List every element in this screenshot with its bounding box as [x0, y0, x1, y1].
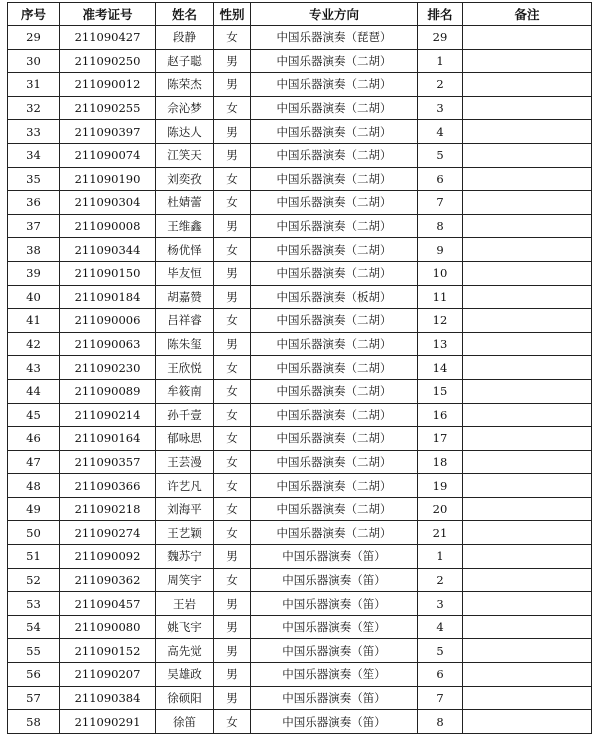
cell-gender: 女 [214, 238, 251, 262]
cell-remarks [463, 663, 592, 687]
cell-rank: 8 [418, 710, 463, 734]
cell-major: 中国乐器演奏（二胡） [251, 167, 418, 191]
cell-name: 赵子聪 [156, 49, 214, 73]
cell-remarks [463, 379, 592, 403]
cell-seq: 53 [8, 592, 60, 616]
cell-remarks [463, 73, 592, 97]
table-row [8, 615, 592, 639]
cell-major: 中国乐器演奏（笙） [251, 663, 418, 687]
header-remarks: 备注 [463, 3, 592, 26]
table-row [8, 356, 592, 380]
cell-seq: 33 [8, 120, 60, 144]
cell-rank: 12 [418, 309, 463, 333]
cell-gender: 男 [214, 214, 251, 238]
header-gender: 性别 [214, 3, 251, 26]
cell-gender: 女 [214, 497, 251, 521]
table-row [8, 710, 592, 734]
cell-seq: 46 [8, 427, 60, 451]
cell-rank: 5 [418, 639, 463, 663]
cell-remarks [463, 497, 592, 521]
cell-major: 中国乐器演奏（笛） [251, 545, 418, 569]
table-row [8, 427, 592, 451]
cell-exam-id: 211090190 [60, 167, 156, 191]
table-row [8, 639, 592, 663]
cell-major: 中国乐器演奏（二胡） [251, 356, 418, 380]
cell-gender: 男 [214, 592, 251, 616]
cell-gender: 女 [214, 96, 251, 120]
table-row [8, 26, 592, 50]
cell-gender: 女 [214, 450, 251, 474]
cell-exam-id: 211090304 [60, 191, 156, 215]
cell-major: 中国乐器演奏（二胡） [251, 474, 418, 498]
cell-seq: 55 [8, 639, 60, 663]
cell-gender: 女 [214, 379, 251, 403]
cell-seq: 54 [8, 615, 60, 639]
cell-name: 王岩 [156, 592, 214, 616]
cell-exam-id: 211090214 [60, 403, 156, 427]
cell-rank: 18 [418, 450, 463, 474]
table-row [8, 49, 592, 73]
cell-major: 中国乐器演奏（二胡） [251, 214, 418, 238]
cell-rank: 15 [418, 379, 463, 403]
cell-remarks [463, 710, 592, 734]
cell-seq: 58 [8, 710, 60, 734]
cell-major: 中国乐器演奏（笛） [251, 568, 418, 592]
cell-exam-id: 211090291 [60, 710, 156, 734]
cell-seq: 39 [8, 261, 60, 285]
cell-rank: 2 [418, 568, 463, 592]
cell-seq: 41 [8, 309, 60, 333]
cell-rank: 13 [418, 332, 463, 356]
cell-name: 徐硕阳 [156, 686, 214, 710]
cell-seq: 40 [8, 285, 60, 309]
cell-rank: 4 [418, 120, 463, 144]
cell-gender: 女 [214, 26, 251, 50]
cell-exam-id: 211090063 [60, 332, 156, 356]
cell-exam-id: 211090150 [60, 261, 156, 285]
cell-name: 吕祥睿 [156, 309, 214, 333]
cell-major: 中国乐器演奏（二胡） [251, 450, 418, 474]
cell-remarks [463, 568, 592, 592]
table-row [8, 450, 592, 474]
cell-major: 中国乐器演奏（二胡） [251, 120, 418, 144]
cell-name: 许艺凡 [156, 474, 214, 498]
cell-name: 王艺颖 [156, 521, 214, 545]
header-exam-id: 准考证号 [60, 3, 156, 26]
cell-exam-id: 211090384 [60, 686, 156, 710]
table-row [8, 143, 592, 167]
cell-rank: 7 [418, 191, 463, 215]
cell-gender: 女 [214, 474, 251, 498]
cell-major: 中国乐器演奏（笛） [251, 592, 418, 616]
table-row [8, 663, 592, 687]
cell-exam-id: 211090427 [60, 26, 156, 50]
cell-seq: 34 [8, 143, 60, 167]
cell-remarks [463, 686, 592, 710]
cell-exam-id: 211090255 [60, 96, 156, 120]
table-row [8, 568, 592, 592]
table-row [8, 214, 592, 238]
table-row [8, 545, 592, 569]
cell-exam-id: 211090218 [60, 497, 156, 521]
header-major: 专业方向 [251, 3, 418, 26]
cell-exam-id: 211090008 [60, 214, 156, 238]
cell-seq: 32 [8, 96, 60, 120]
cell-rank: 7 [418, 686, 463, 710]
cell-major: 中国乐器演奏（二胡） [251, 379, 418, 403]
cell-seq: 52 [8, 568, 60, 592]
header-name: 姓名 [156, 3, 214, 26]
cell-major: 中国乐器演奏（琵琶） [251, 26, 418, 50]
cell-exam-id: 211090250 [60, 49, 156, 73]
cell-name: 牟筱南 [156, 379, 214, 403]
cell-remarks [463, 238, 592, 262]
table-row [8, 592, 592, 616]
cell-major: 中国乐器演奏（二胡） [251, 403, 418, 427]
cell-exam-id: 211090006 [60, 309, 156, 333]
table-row [8, 309, 592, 333]
cell-major: 中国乐器演奏（笛） [251, 686, 418, 710]
cell-major: 中国乐器演奏（二胡） [251, 427, 418, 451]
cell-gender: 男 [214, 615, 251, 639]
cell-major: 中国乐器演奏（二胡） [251, 73, 418, 97]
cell-gender: 男 [214, 285, 251, 309]
cell-exam-id: 211090362 [60, 568, 156, 592]
cell-rank: 9 [418, 238, 463, 262]
cell-rank: 6 [418, 167, 463, 191]
ranking-table [7, 2, 592, 734]
cell-remarks [463, 214, 592, 238]
cell-name: 王维鑫 [156, 214, 214, 238]
cell-remarks [463, 545, 592, 569]
cell-seq: 48 [8, 474, 60, 498]
table-row [8, 379, 592, 403]
cell-gender: 女 [214, 521, 251, 545]
cell-seq: 50 [8, 521, 60, 545]
cell-rank: 10 [418, 261, 463, 285]
table-row [8, 261, 592, 285]
cell-major: 中国乐器演奏（二胡） [251, 521, 418, 545]
cell-exam-id: 211090184 [60, 285, 156, 309]
cell-rank: 1 [418, 49, 463, 73]
cell-name: 陈朱玺 [156, 332, 214, 356]
cell-exam-id: 211090089 [60, 379, 156, 403]
cell-rank: 2 [418, 73, 463, 97]
cell-exam-id: 211090274 [60, 521, 156, 545]
cell-gender: 女 [214, 710, 251, 734]
cell-seq: 44 [8, 379, 60, 403]
cell-name: 姚飞宇 [156, 615, 214, 639]
cell-exam-id: 211090344 [60, 238, 156, 262]
cell-rank: 4 [418, 615, 463, 639]
cell-rank: 29 [418, 26, 463, 50]
cell-major: 中国乐器演奏（二胡） [251, 96, 418, 120]
table-row [8, 285, 592, 309]
table-row [8, 238, 592, 262]
cell-seq: 42 [8, 332, 60, 356]
cell-name: 高先觉 [156, 639, 214, 663]
cell-name: 杜婧蕾 [156, 191, 214, 215]
cell-seq: 43 [8, 356, 60, 380]
cell-name: 毕友恒 [156, 261, 214, 285]
cell-remarks [463, 521, 592, 545]
cell-name: 周笑宇 [156, 568, 214, 592]
cell-name: 胡嘉赞 [156, 285, 214, 309]
cell-seq: 30 [8, 49, 60, 73]
cell-remarks [463, 615, 592, 639]
table-row [8, 73, 592, 97]
cell-gender: 男 [214, 639, 251, 663]
table-row [8, 191, 592, 215]
cell-seq: 38 [8, 238, 60, 262]
cell-exam-id: 211090457 [60, 592, 156, 616]
cell-gender: 男 [214, 261, 251, 285]
cell-remarks [463, 167, 592, 191]
cell-exam-id: 211090207 [60, 663, 156, 687]
cell-gender: 女 [214, 403, 251, 427]
cell-exam-id: 211090397 [60, 120, 156, 144]
cell-name: 佘沁梦 [156, 96, 214, 120]
cell-name: 江笑天 [156, 143, 214, 167]
cell-rank: 11 [418, 285, 463, 309]
cell-remarks [463, 285, 592, 309]
cell-exam-id: 211090230 [60, 356, 156, 380]
cell-remarks [463, 261, 592, 285]
cell-name: 郁咏思 [156, 427, 214, 451]
cell-name: 陈达人 [156, 120, 214, 144]
cell-gender: 男 [214, 49, 251, 73]
table-row [8, 332, 592, 356]
cell-gender: 男 [214, 545, 251, 569]
cell-gender: 男 [214, 663, 251, 687]
cell-major: 中国乐器演奏（笛） [251, 710, 418, 734]
cell-major: 中国乐器演奏（二胡） [251, 49, 418, 73]
cell-remarks [463, 309, 592, 333]
cell-rank: 20 [418, 497, 463, 521]
table-row [8, 403, 592, 427]
cell-name: 王芸漫 [156, 450, 214, 474]
cell-seq: 56 [8, 663, 60, 687]
cell-remarks [463, 143, 592, 167]
cell-seq: 29 [8, 26, 60, 50]
cell-name: 段静 [156, 26, 214, 50]
cell-gender: 女 [214, 309, 251, 333]
cell-major: 中国乐器演奏（二胡） [251, 238, 418, 262]
table-body [8, 26, 592, 734]
table-row [8, 474, 592, 498]
cell-gender: 女 [214, 191, 251, 215]
cell-remarks [463, 49, 592, 73]
cell-major: 中国乐器演奏（二胡） [251, 143, 418, 167]
cell-rank: 1 [418, 545, 463, 569]
cell-rank: 14 [418, 356, 463, 380]
cell-gender: 男 [214, 73, 251, 97]
cell-major: 中国乐器演奏（板胡） [251, 285, 418, 309]
table-row [8, 167, 592, 191]
cell-seq: 45 [8, 403, 60, 427]
cell-seq: 35 [8, 167, 60, 191]
cell-remarks [463, 474, 592, 498]
cell-major: 中国乐器演奏（二胡） [251, 497, 418, 521]
cell-name: 刘奕孜 [156, 167, 214, 191]
cell-exam-id: 211090357 [60, 450, 156, 474]
cell-remarks [463, 427, 592, 451]
cell-name: 孙千壹 [156, 403, 214, 427]
cell-seq: 51 [8, 545, 60, 569]
cell-remarks [463, 26, 592, 50]
cell-major: 中国乐器演奏（二胡） [251, 261, 418, 285]
cell-remarks [463, 120, 592, 144]
cell-gender: 男 [214, 686, 251, 710]
cell-remarks [463, 191, 592, 215]
cell-major: 中国乐器演奏（二胡） [251, 191, 418, 215]
cell-gender: 女 [214, 568, 251, 592]
cell-remarks [463, 639, 592, 663]
cell-exam-id: 211090164 [60, 427, 156, 451]
table-row [8, 686, 592, 710]
cell-gender: 女 [214, 427, 251, 451]
cell-gender: 男 [214, 120, 251, 144]
cell-seq: 36 [8, 191, 60, 215]
cell-seq: 37 [8, 214, 60, 238]
cell-exam-id: 211090152 [60, 639, 156, 663]
cell-seq: 57 [8, 686, 60, 710]
cell-rank: 21 [418, 521, 463, 545]
cell-remarks [463, 450, 592, 474]
cell-gender: 男 [214, 143, 251, 167]
cell-remarks [463, 96, 592, 120]
cell-remarks [463, 332, 592, 356]
cell-seq: 31 [8, 73, 60, 97]
cell-rank: 6 [418, 663, 463, 687]
cell-name: 陈荣杰 [156, 73, 214, 97]
cell-rank: 8 [418, 214, 463, 238]
cell-exam-id: 211090012 [60, 73, 156, 97]
table-row [8, 521, 592, 545]
header-seq: 序号 [8, 3, 60, 26]
cell-rank: 5 [418, 143, 463, 167]
cell-seq: 47 [8, 450, 60, 474]
cell-exam-id: 211090092 [60, 545, 156, 569]
cell-remarks [463, 356, 592, 380]
cell-gender: 女 [214, 356, 251, 380]
cell-name: 吴雄政 [156, 663, 214, 687]
cell-rank: 19 [418, 474, 463, 498]
cell-rank: 17 [418, 427, 463, 451]
cell-name: 魏苏宁 [156, 545, 214, 569]
cell-rank: 3 [418, 96, 463, 120]
cell-exam-id: 211090074 [60, 143, 156, 167]
cell-gender: 女 [214, 167, 251, 191]
cell-seq: 49 [8, 497, 60, 521]
cell-gender: 男 [214, 332, 251, 356]
cell-remarks [463, 403, 592, 427]
cell-major: 中国乐器演奏（笛） [251, 639, 418, 663]
table-header-row [8, 3, 592, 26]
cell-rank: 3 [418, 592, 463, 616]
cell-rank: 16 [418, 403, 463, 427]
cell-name: 王欣悦 [156, 356, 214, 380]
cell-major: 中国乐器演奏（二胡） [251, 309, 418, 333]
header-rank: 排名 [418, 3, 463, 26]
table-row [8, 497, 592, 521]
cell-name: 杨优怿 [156, 238, 214, 262]
cell-remarks [463, 592, 592, 616]
cell-name: 刘海平 [156, 497, 214, 521]
cell-exam-id: 211090080 [60, 615, 156, 639]
table-row [8, 120, 592, 144]
cell-major: 中国乐器演奏（笙） [251, 615, 418, 639]
table-row [8, 96, 592, 120]
cell-major: 中国乐器演奏（二胡） [251, 332, 418, 356]
cell-exam-id: 211090366 [60, 474, 156, 498]
cell-name: 徐笛 [156, 710, 214, 734]
